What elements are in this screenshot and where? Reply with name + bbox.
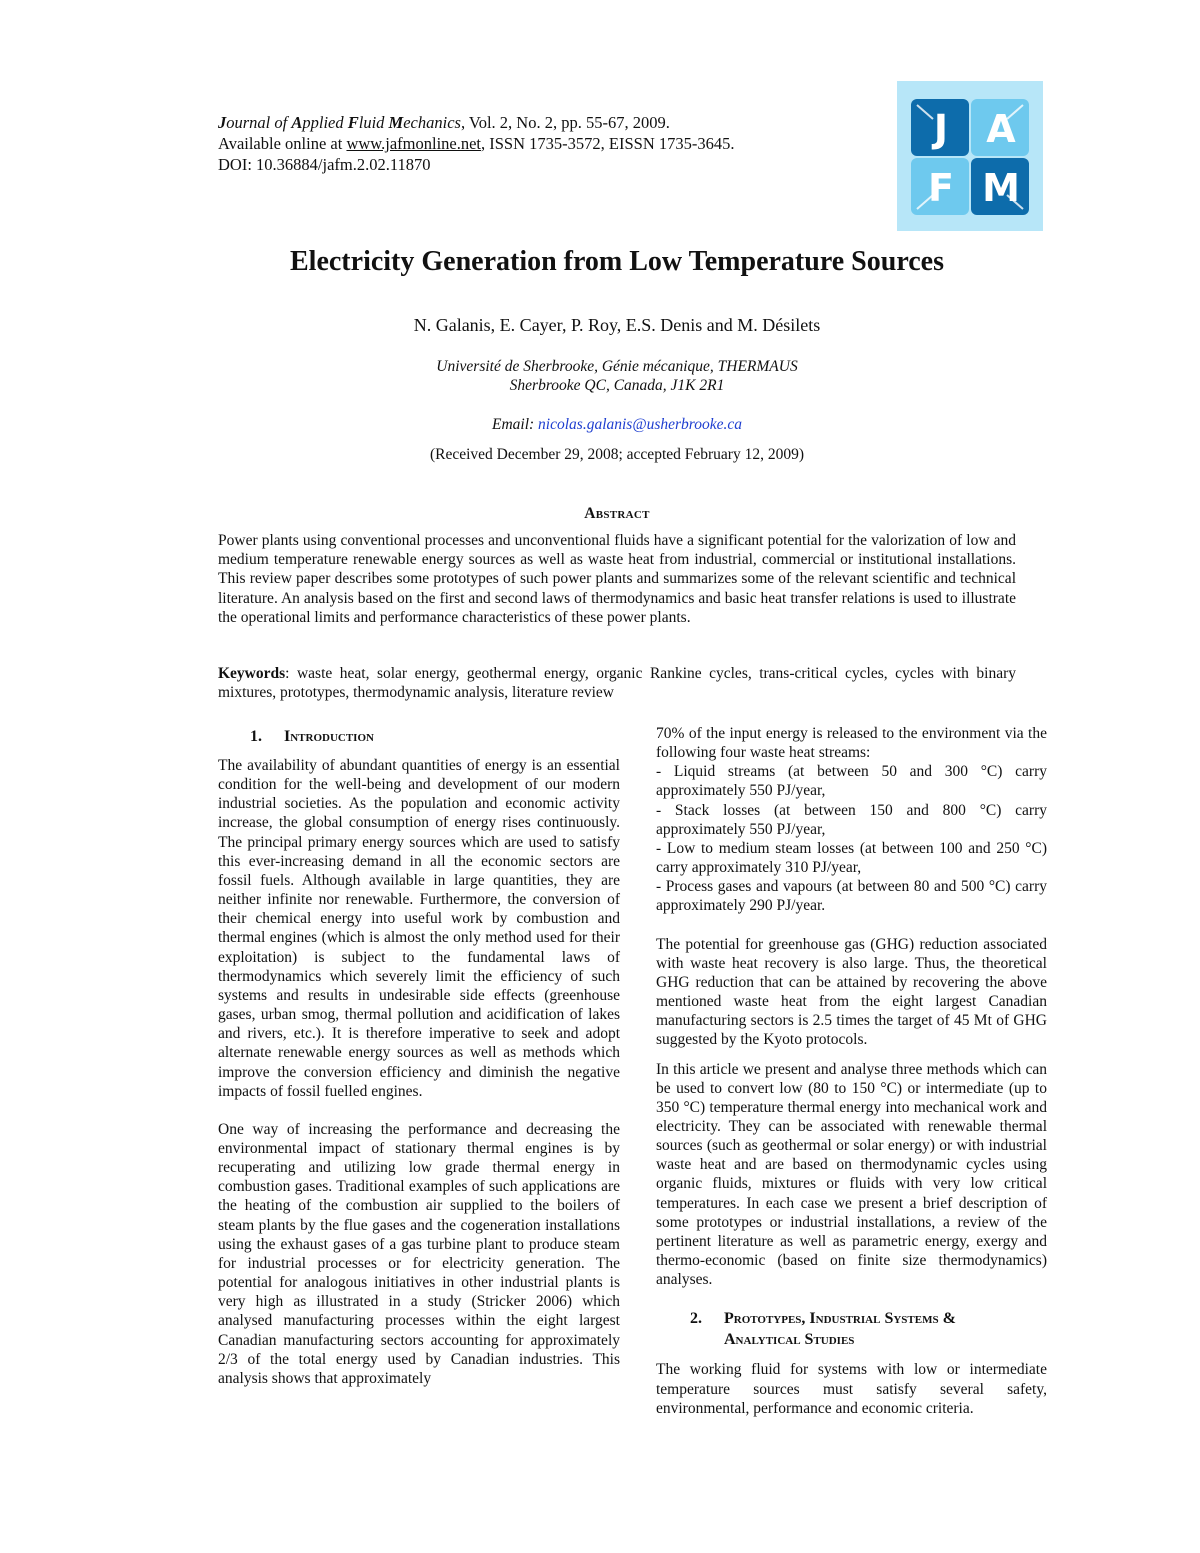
abstract-text: Power plants using conventional processes and unconventional fluids have a significant potential for the valorization of low and medium temperature renewable energy sources as well as waste heat from industrial, commercial or institutional installations. This review paper describes some prototypes of such power plants and summarizes some of the relevant scientific and technical literature. An analysis based on the first and second laws of thermodynamics and basic heat transfer relations is used to illustrate the operational limits and performance characteristics of these power plants. [218,532,1016,626]
paragraph: One way of increasing the performance and decreasing the environmental impact of stationary thermal engines is by recuperating and utilizing low grade thermal energy in combustion gases. Traditional examples of such applications are the heating of the combustion air supplied to the boilers of steam plants by the flue gases and the cogeneration installations using the exhaust gases of a gas turbine plant to produce steam for industrial processes or for electricity generation. The potential for analogous initiatives in other industrial plants is very high as illustrated in a study (Stricker 2006) which analysed manufacturing processes within the eight largest Canadian manufacturing sectors accounting for approximately 2/3 of the total energy used by Canadian industries. This analysis shows that approximately [218,1120,620,1387]
paper-title: Electricity Generation from Low Temperature Sources [290,246,944,277]
email-link[interactable]: nicolas.galanis@usherbrooke.ca [538,416,743,433]
logo-letter-f: F [928,166,954,210]
list-item: - Low to medium steam losses (at between 100 and 250 °C) carry approximately 310 PJ/year, [656,839,1047,877]
keywords-text: : waste heat, solar energy, geothermal energy, organic Rankine cycles, trans-critical cycles, cycles with binary mixtures, prototypes, thermodynamic analysis, literature review [218,665,1016,702]
logo-letter-m: M [982,166,1020,210]
received-dates: (Received December 29, 2008; accepted February 12, 2009) [429,446,804,463]
logo-letter-a: A [986,107,1016,151]
paper-authors: N. Galanis, E. Cayer, P. Roy, E.S. Denis and M. Désilets [413,315,821,335]
paragraph: The potential for greenhouse gas (GHG) reduction associated with waste heat recovery is also large. Thus, the theoretical GHG reduction that can be attained by recovering the above mentioned waste heat from the eight largest Canadian manufacturing sectors is 2.5 times the target of 45 Mt of GHG suggested by the Kyoto protocols. [656,935,1047,1049]
list-item: - Stack losses (at between 150 and 800 °C) carry approximately 550 PJ/year, [656,801,1047,838]
affiliation-line-2: Sherbrooke QC, Canada, J1K 2R1 [509,377,725,394]
email-line: Email: nicolas.galanis@usherbrooke.ca [491,416,743,433]
journal-volume: , Vol. 2, No. 2, pp. 55-67, 2009. [460,113,670,132]
list-item: - Liquid streams (at between 50 and 300 °C) carry approximately 550 PJ/year, [656,763,1047,800]
paragraph: 70% of the input energy is released to the environment via the following four waste heat streams: [656,725,1047,762]
section-heading-prototypes: 2. Prototypes, Industrial Systems & Analytical Studies [690,1310,956,1349]
doi-line: DOI: 10.36884/jafm.2.02.11870 [218,155,431,174]
journal-citation [218,112,878,133]
journal-name: Journal of Applied Fluid Mechanics [218,113,461,132]
list-item: - Process gases and vapours (at between 80 and 500 °C) carry approximately 290 PJ/year. [656,878,1047,915]
keywords [218,664,1016,702]
affiliation [150,357,1084,395]
column-right [656,724,1047,1418]
keywords-label: Keywords [218,665,286,682]
affiliation-line-1: Université de Sherbrooke, Génie mécanique, THERMAUS [436,358,798,375]
paragraph: The working fluid for systems with low or intermediate temperature sources must satisfy several safety, environmental, performance and economic criteria. [656,1361,1047,1417]
jafm-logo [897,81,1043,231]
availability-line: Available online at www.jafmonline.net, ISSN 1735-3572, EISSN 1735-3645. [218,134,735,153]
journal-header [218,112,878,175]
section-heading-introduction: 1. Introduction [250,728,374,745]
abstract-heading: Abstract [584,505,650,522]
journal-website-link[interactable]: www.jafmonline.net [346,134,482,153]
column-left [218,726,620,1388]
logo-letter-j: J [933,107,949,151]
paragraph: The availability of abundant quantities of energy is an essential condition for the well-being and development of our modern industrial societies. As the population and economic activity increase, the global consumption of energy rises continuously. The principal primary energy sources which are used to satisfy this ever-increasing demand in all the economic sectors are fossil fuels. Although available in large quantities, they are neither infinite nor renewable. Furthermore, the conversion of their chemical energy into useful work by combustion and thermal engines (which is almost the only method used for their exploitation) is subject to the fundamental laws of thermodynamics which severely limit the efficiency of such systems and results in undesirable side effects (greenhouse gases, urban smog, thermal pollution and acidification of lakes and rivers, etc.). It is therefore imperative to seek and adopt alternate renewable energy sources as well as methods which improve the conversion efficiency and diminish the negative impacts of fossil fuelled engines. [218,757,620,1100]
paragraph: In this article we present and analyse three methods which can be used to convert low (80 to 150 °C) or intermediate (up to 350 °C) temperature thermal energy into mechanical work and electricity. They can be associated with renewable thermal sources (such as geothermal or solar energy) or with industrial waste heat and are based on thermodynamic cycles using organic fluids, mixtures or fluids with very low critical temperatures. In each case we present a brief description of some prototypes or industrial installations, a review of the pertinent literature as well as parametric energy, exergy and thermo-economic (based on finite size thermodynamics) analyses. [656,1060,1047,1289]
